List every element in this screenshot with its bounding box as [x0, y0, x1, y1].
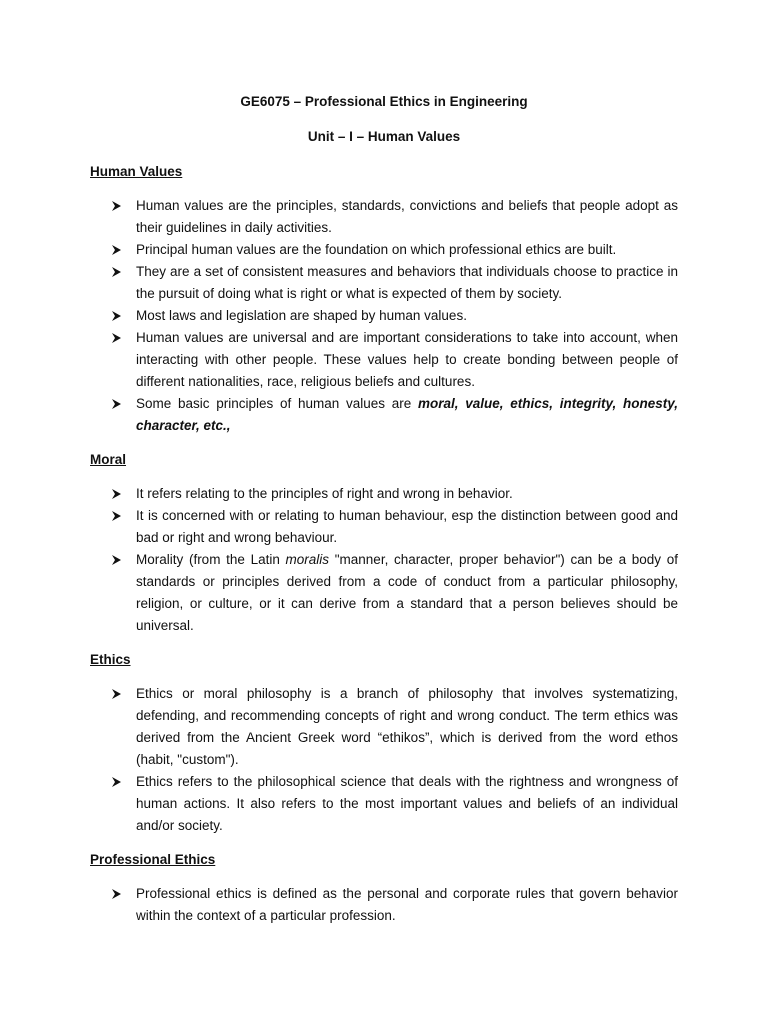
list-item: It is concerned with or relating to human behaviour, esp the distinction between good and bad or right and wrong behaviour. [110, 505, 678, 549]
professional-ethics-list [110, 883, 678, 927]
section-heading-human-values: Human Values [90, 164, 183, 179]
latin-term: moralis [285, 552, 330, 567]
list-item: Ethics or moral philosophy is a branch of philosophy that involves systematizing, defending, and recommending concepts of right and wrong conduct. The term ethics was derived from the Ancient Greek word “ethikos”, which is derived from the word ethos (habit, "custom"). [110, 683, 678, 771]
list-item: Principal human values are the foundation on which professional ethics are built. [110, 239, 678, 261]
unit-title: Unit – I – Human Values [307, 129, 461, 144]
ethics-list [110, 683, 678, 837]
document-title: GE6075 – Professional Ethics in Engineering [240, 94, 528, 109]
arrow-bullet-icon [110, 261, 124, 283]
section-heading-ethics: Ethics [90, 652, 131, 667]
arrow-bullet-icon [110, 505, 124, 527]
list-item: Most laws and legislation are shaped by human values. [110, 305, 678, 327]
section-heading-moral: Moral [90, 452, 127, 467]
list-item: Human values are the principles, standards, convictions and beliefs that people adopt as their guidelines in daily activities. [110, 195, 678, 239]
arrow-bullet-icon [110, 239, 124, 261]
moral-list [110, 483, 678, 637]
list-item: Ethics refers to the philosophical science that deals with the rightness and wrongness of human actions. It also refers to the most important values and beliefs of an individual and/or society. [110, 771, 678, 837]
arrow-bullet-icon [110, 549, 124, 571]
arrow-bullet-icon [110, 195, 124, 217]
arrow-bullet-icon [110, 683, 124, 705]
list-item: Professional ethics is defined as the personal and corporate rules that govern behavior within the context of a particular profession. [110, 883, 678, 927]
list-item: Human values are universal and are important considerations to take into account, when interacting with other people. These values help to create bonding between people of different nationalities, race, religious beliefs and cultures. [110, 327, 678, 393]
list-item: It refers relating to the principles of right and wrong in behavior. [110, 483, 678, 505]
list-item: Some basic principles of human values are moral, value, ethics, integrity, honesty, character, etc., [110, 393, 678, 437]
arrow-bullet-icon [110, 483, 124, 505]
arrow-bullet-icon [110, 305, 124, 327]
list-item: Morality (from the Latin moralis "manner, character, proper behavior") can be a body of standards or principles derived from a code of conduct from a particular philosophy, religion, or culture, or it can derive from a standard that a person believes should be universal. [110, 549, 678, 637]
arrow-bullet-icon [110, 393, 124, 415]
arrow-bullet-icon [110, 883, 124, 905]
human-values-list [110, 195, 678, 437]
list-item: They are a set of consistent measures and behaviors that individuals choose to practice in the pursuit of doing what is right or what is expected of them by society. [110, 261, 678, 305]
arrow-bullet-icon [110, 771, 124, 793]
section-heading-professional-ethics: Professional Ethics [90, 852, 216, 867]
arrow-bullet-icon [110, 327, 124, 349]
human-values-emphasis: moral, value, ethics, integrity, honesty, character, etc., [136, 396, 678, 433]
